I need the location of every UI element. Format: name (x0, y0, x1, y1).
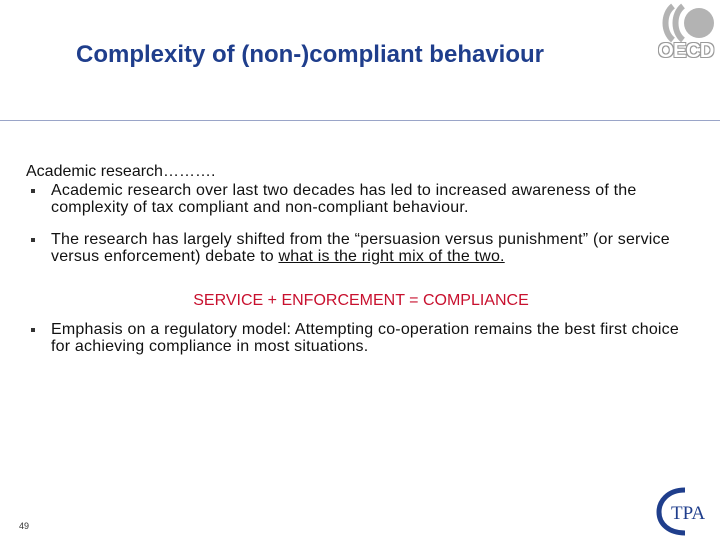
slide-body (26, 162, 696, 355)
section-heading: Academic research………. (26, 163, 216, 180)
oecd-wordmark: OECD (658, 40, 714, 62)
ctpa-wordmark: TPA (671, 503, 706, 524)
bullet-text: Academic research over last two decades has led to increased awareness of the complexity of tax compliant and non-compliant behaviour. (51, 182, 637, 216)
bullet-item (26, 231, 696, 265)
bullet-square-icon (31, 238, 35, 242)
slide-title: Complexity of (non-)compliant behaviour (75, 41, 544, 68)
ctpa-logo (655, 486, 717, 536)
bullet-text: The research has largely shifted from the “persuasion versus punishment” (or service versus enforcement) debate to (51, 231, 670, 265)
bullet-underlined-text: what is the right mix of the two. (278, 248, 505, 265)
bullet-square-icon (31, 328, 35, 332)
title-divider (0, 120, 720, 121)
bullet-text: Emphasis on a regulatory model: Attempting co-operation remains the best first choice for achieving compliance in most situations. (51, 321, 679, 355)
bullet-square-icon (31, 189, 35, 193)
page-number: 49 (19, 521, 30, 531)
compliance-formula: SERVICE + ENFORCEMENT = COMPLIANCE (193, 292, 529, 309)
bullet-item (26, 182, 696, 216)
bullet-item (26, 321, 696, 355)
